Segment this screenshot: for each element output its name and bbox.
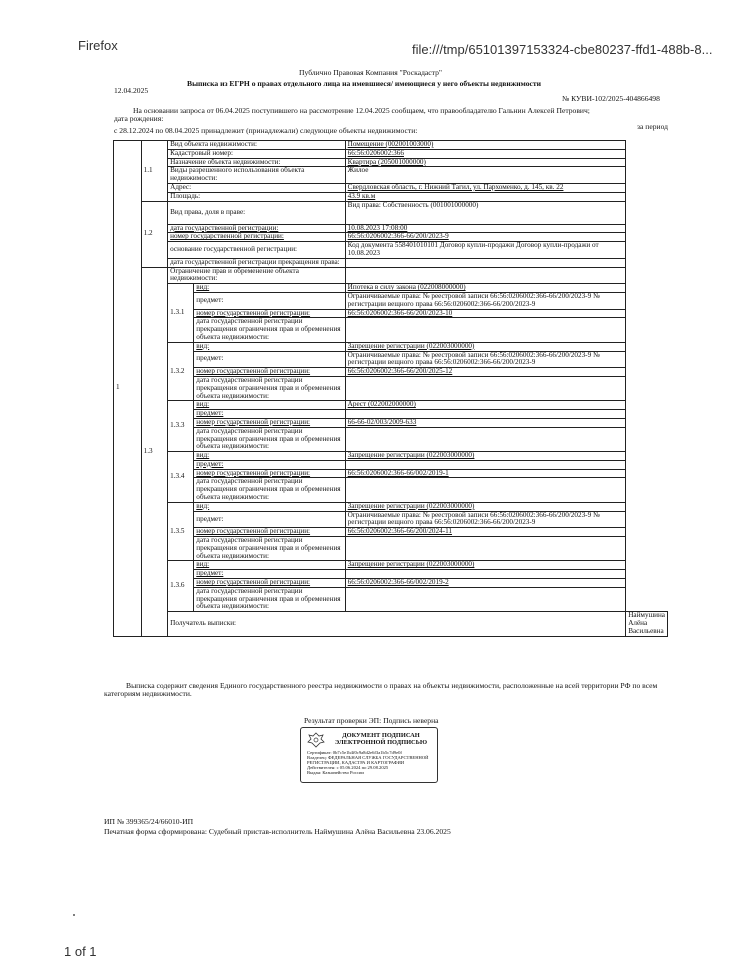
row-value: Ограничиваемые права: № реестровой записи 66:56:0206002:366-66/200/2023-9 № регистрации вещного права 66:56:0206002:366-66/200/2023-9 [345,511,626,528]
row-label: предмет: [194,410,345,419]
table-row [114,167,668,184]
encumbrance-number: 1.3.6 [168,561,194,612]
row-value: Помещение (002001003000) [345,141,626,150]
recipient-label: Получатель выписки: [168,612,626,636]
row-label: предмет: [194,351,345,368]
print-form-info: Печатная форма сформирована: Судебный пристав-исполнитель Наймушина Алёна Васильевна 23.06.2025 [104,827,451,836]
object-index: 1 [114,141,142,637]
objects-table [113,140,668,637]
stamp-owner-cont: РЕГИСТРАЦИИ, КАДАСТРА И КАРТОГРАФИИ [307,760,405,765]
table-row [114,149,668,158]
table-row [114,258,668,267]
row-value: Запрещение регистрации (022003000000) [345,342,626,351]
row-value: Запрещение регистрации (022003000000) [345,561,626,570]
row-value: Код документа 558401010101 Договор купли-продажи Договор купли-продажи от 10.08.2023 [345,242,626,259]
section-number: 1.3 [141,267,167,636]
encumbrance-number: 1.3.1 [168,284,194,343]
section-number: 1.1 [141,141,167,202]
table-row [114,201,668,224]
table-row [114,460,668,469]
doc-number: № КУВИ-102/2025-404866498 [562,94,660,103]
e-signature-stamp [300,727,438,783]
row-label: Ограничение прав и обременение объекта недвижимости: [168,267,346,284]
row-label: дата государственной регистрации прекращения ограничения прав и обременения объекта недвижимости: [194,478,345,502]
signature-check: Результат проверки ЭП: Подпись неверна [304,716,439,725]
table-row [114,342,668,351]
enforcement-number: ИП № 399365/24/66010-ИП [104,817,194,826]
row-value: 66-66-02/003/2009-633 [345,418,626,427]
encumbrance-number: 1.3.2 [168,342,194,401]
row-label: предмет: [194,511,345,528]
row-label: вид: [194,502,345,511]
row-value [345,258,626,267]
table-row [114,537,668,561]
row-label: Назначение объекта недвижимости: [168,158,346,167]
row-value [345,267,626,284]
row-label: вид: [194,284,345,293]
row-label: предмет: [194,292,345,309]
row-value [345,537,626,561]
row-label: дата государственной регистрации прекращения ограничения прав и обременения объекта недвижимости: [194,537,345,561]
row-label: предмет: [194,460,345,469]
row-label: Виды разрешенного использования объекта недвижимости: [168,167,346,184]
page-counter: 1 of 1 [64,944,97,959]
row-label: дата государственной регистрации прекращения права: [168,258,346,267]
row-value [345,318,626,342]
row-value: 66:56:0206002:366-66/002/2019-1 [345,469,626,478]
intro-line1: На основании запроса от 06.04.2025 поступившего на рассмотрение 12.04.2025 сообщаем, что правообладателю Гальнин Алексей Петрович; [133,106,590,115]
browser-app-label: Firefox [78,38,118,53]
row-label: вид: [194,342,345,351]
table-row [114,141,668,150]
row-value: Свердловская область, г. Нижний Тагил, ул. Пархоменко, д. 145, кв. 22 [345,183,626,192]
table-row [114,587,668,611]
row-value [345,460,626,469]
row-label: Площадь: [168,192,346,201]
stamp-validity: Действителен: с 05.06.2024 по 29.08.2025 [307,765,389,770]
row-label: номер государственной регистрации: [194,309,345,318]
stamp-owner: Владелец: ФЕДЕРАЛЬНАЯ СЛУЖБА ГОСУДАРСТВЕННОЙ [307,755,429,760]
row-value: 66:56:0206002:366 [345,149,626,158]
row-value: 66:56:0206002:366-66/200/2025-12 [345,368,626,377]
intro-line2: дата рождения: [114,114,164,123]
row-label: Вид права, доля в праве: [168,201,346,224]
table-row [114,478,668,502]
row-value [345,376,626,400]
row-value: 43.9 кв.м [345,192,626,201]
row-label: Кадастровый номер: [168,149,346,158]
table-row [114,427,668,451]
table-row [114,351,668,368]
registry-note: Выписка содержит сведения Единого государственного реестра недвижимости о правах на объекты недвижимости, расположенные на всей территории РФ по всем категориям недвижимости. [104,681,658,699]
row-value: Квартира (205001000000) [345,158,626,167]
row-label: дата государственной регистрации прекращения ограничения прав и обременения объекта недвижимости: [194,318,345,342]
table-row [114,511,668,528]
row-label: дата государственной регистрации: [168,224,346,233]
row-value: Запрещение регистрации (022003000000) [345,452,626,461]
row-value [345,427,626,451]
stamp-issuer: Выдан: Казначейство России [307,770,364,775]
stamp-title: ДОКУМЕНТ ПОДПИСАН ЭЛЕКТРОННОЙ ПОДПИСЬЮ [334,732,428,746]
row-value: Ограничиваемые права: № реестровой записи 66:56:0206002:366-66/200/2023-9 № регистрации вещного права 66:56:0206002:366-66/200/2023-9 [345,292,626,309]
table-row [114,612,668,636]
row-value: 10.08.2023 17:08:00 [345,224,626,233]
file-url[interactable]: file:///tmp/65101397153324-cbe80237-ffd1-488b-8... [412,42,713,57]
row-value: 66:56:0206002:366-66/002/2019-2 [345,579,626,588]
company-name: Публично Правовая Компания "Роскадастр" [299,68,442,77]
table-row [114,267,668,284]
intro-line4: с 28.12.2024 по 08.04.2025 принадлежит (принадлежали) следующие объекты недвижимости: [114,126,418,135]
row-value: Жилое [345,167,626,184]
row-label: Вид объекта недвижимости: [168,141,346,150]
table-row [114,192,668,201]
table-row [114,318,668,342]
section-number: 1.2 [141,201,167,267]
row-value: Ипотека в силу закона (022008000000) [345,284,626,293]
row-label: номер государственной регистрации: [194,368,345,377]
table-row [114,292,668,309]
recipient-value: Наймушина Алёна Васильевна [626,612,668,636]
row-value: Запрещение регистрации (022003000000) [345,502,626,511]
table-row [114,376,668,400]
row-value [345,478,626,502]
issue-date: 12.04.2025 [114,86,149,95]
intro-period: за период [637,122,669,131]
row-label: дата государственной регистрации прекращения ограничения прав и обременения объекта недвижимости: [194,587,345,611]
encumbrance-number: 1.3.3 [168,401,194,452]
row-label: номер государственной регистрации: [194,528,345,537]
scan-speck [73,914,75,916]
row-label: вид: [194,561,345,570]
row-label: вид: [194,452,345,461]
table-row [114,242,668,259]
emblem-icon [307,732,325,748]
row-value: Арест (022002000000) [345,401,626,410]
row-value [345,587,626,611]
stamp-certificate: Сертификат: 0b7c5e1b4f0c9a8d2e6f3a1b5c7d9e0f [307,750,402,755]
row-label: основание государственной регистрации: [168,242,346,259]
row-label: номер государственной регистрации: [194,579,345,588]
doc-title: Выписка из ЕГРН о правах отдельного лица на имевшиеся/ имеющиеся у него объекты недвижимости [187,79,541,88]
row-label: Адрес: [168,183,346,192]
row-label: дата государственной регистрации прекращения ограничения прав и обременения объекта недвижимости: [194,376,345,400]
row-value: 66:56:0206002:366-66/200/2023-9 [345,233,626,242]
row-label: номер государственной регистрации: [194,469,345,478]
encumbrance-number: 1.3.5 [168,502,194,561]
table-row [114,502,668,511]
encumbrance-number: 1.3.4 [168,452,194,503]
row-value: 66:56:0206002:366-66/200/2023-10 [345,309,626,318]
table-row [114,418,668,427]
row-label: номер государственной регистрации: [194,418,345,427]
table-row [114,183,668,192]
row-label: предмет: [194,570,345,579]
row-label: вид: [194,401,345,410]
row-value: Ограничиваемые права: № реестровой записи 66:56:0206002:366-66/200/2023-9 № регистрации вещного права 66:56:0206002:366-66/200/2023-9 [345,351,626,368]
row-value: 66:56:0206002:366-66/200/2024-11 [345,528,626,537]
row-value: Вид права: Собственность (001001000000) [345,201,626,224]
row-label: дата государственной регистрации прекращения ограничения прав и обременения объекта недвижимости: [194,427,345,451]
row-label: номер государственной регистрации: [168,233,346,242]
